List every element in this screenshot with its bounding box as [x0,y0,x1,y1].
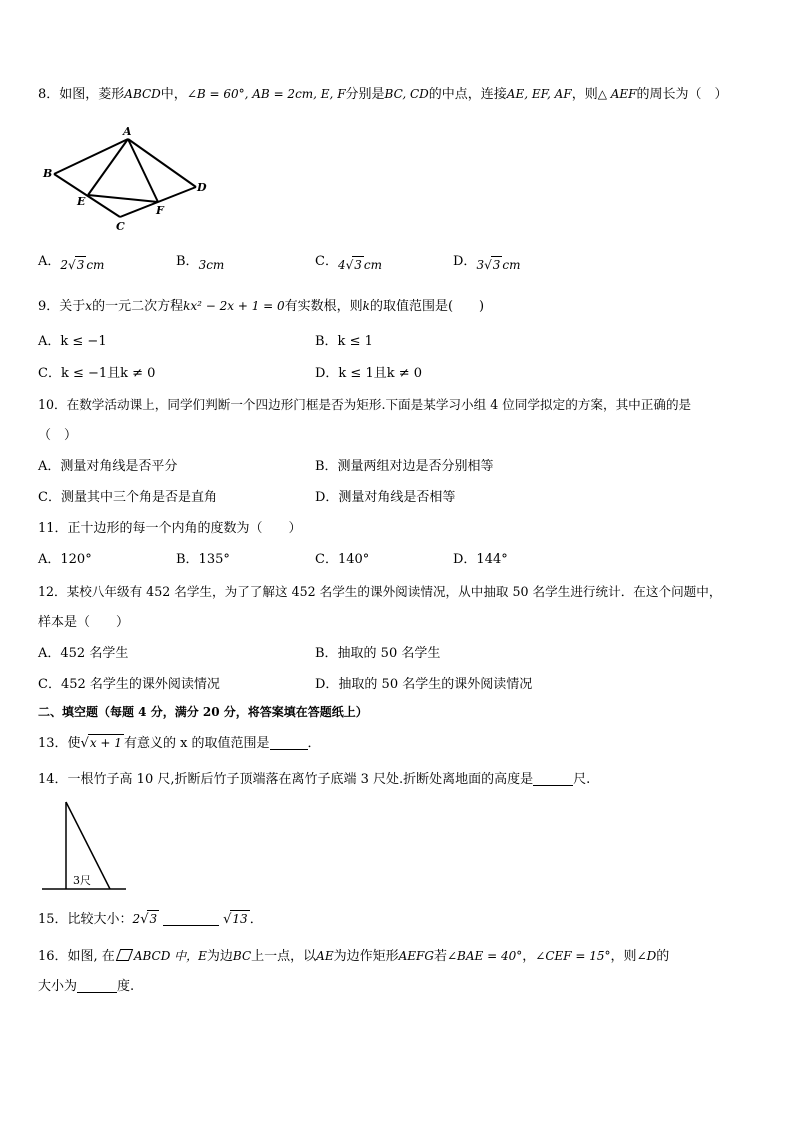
q16-stem-line1: 16．如图, 在 ABCD 中，E为边BC上一点，以AE为边作矩形AEFG若∠BAE = 40°，∠CEF = 15°，则∠D的 [38,949,670,964]
q10-option-b[interactable]: B．测量两组对边是否分别相等 [315,459,494,474]
q11-stem: 11．正十边形的每一个内角的度数为（ ） [38,521,302,536]
q12-option-c[interactable]: C．452 名学生的课外阅读情况 [38,677,220,692]
q8-stem: 8．如图，菱形ABCD中，∠B = 60°, AB = 2cm, E, F分别是BC, CD的中点，连接AE, EF, AF，则△ AEF的周长为（ ） [38,87,728,102]
q14-figure-label: 3尺 [73,874,91,887]
parallelogram-symbol [116,949,133,961]
q9-option-d[interactable]: D．k ≤ 1且k ≠ 0 [315,366,423,381]
q10-option-a[interactable]: A．测量对角线是否平分 [38,459,178,474]
q9-stem: 9．关于x的一元二次方程kx² − 2x + 1 = 0有实数根，则k的取值范围是( ) [38,299,485,314]
q11-option-c[interactable]: C．140° [315,552,370,567]
q13-answer-blank[interactable] [270,735,308,750]
q10-stem-line2: （ ） [38,428,78,443]
label-B: B [43,167,53,180]
label-A: A [123,125,132,138]
q16-stem-line2: 大小为 度. [38,979,135,994]
q14-stem: 14．一根竹子高 10 尺,折断后竹子顶端落在离竹子底端 3 尺处.折断处离地面的高度是 尺. [38,772,591,787]
q12-option-b[interactable]: B．抽取的 50 名学生 [315,646,441,661]
q12-option-d[interactable]: D．抽取的 50 名学生的课外阅读情况 [315,677,533,692]
q8-rhombus-figure [38,122,223,232]
label-F: F [156,204,164,217]
q13-stem: 13．使√x + 1 有意义的 x 的取值范围是 ． [38,736,321,751]
section-title-fill-in: 二、填空题（每题 4 分，满分 20 分，将答案填在答题纸上） [38,705,368,719]
q12-stem-line1: 12．某校八年级有 452 名学生，为了了解这 452 名学生的课外阅读情况，从中抽取 50 名学生进行统计．在这个问题中， [38,584,722,599]
label-D: D [197,181,207,194]
q8-option-a[interactable]: A．2√3 cm [38,254,105,272]
q10-stem-line1: 10．在数学活动课上，同学们判断一个四边形门框是否为矩形.下面是某学习小组 4 位同学拟定的方案，其中正确的是 [38,397,692,412]
label-C: C [116,220,125,232]
q15-stem: 15．比较大小：2√3 √13 ． [38,912,263,927]
q16-answer-blank[interactable] [77,978,117,993]
q8-option-c[interactable]: C．4√3 cm [315,254,382,272]
q12-option-a[interactable]: A．452 名学生 [38,646,129,661]
q9-option-b[interactable]: B．k ≤ 1 [315,334,373,349]
q8-option-b[interactable]: B．3cm [176,254,225,272]
q9-option-c[interactable]: C．k ≤ −1且k ≠ 0 [38,366,156,381]
q12-stem-line2: 样本是（ ） [38,615,130,630]
q11-option-d[interactable]: D．144° [453,552,508,567]
q10-option-c[interactable]: C．测量其中三个角是否是直角 [38,490,217,505]
q14-answer-blank[interactable] [533,771,573,786]
q15-answer-blank[interactable] [163,911,219,926]
label-E: E [77,195,86,208]
q8-option-d[interactable]: D．3√3 cm [453,254,521,272]
q11-option-a[interactable]: A．120° [38,552,92,567]
q14-bamboo-figure [38,798,130,893]
q9-option-a[interactable]: A．k ≤ −1 [38,334,107,349]
q11-option-b[interactable]: B．135° [176,552,230,567]
q10-option-d[interactable]: D．测量对角线是否相等 [315,490,456,505]
